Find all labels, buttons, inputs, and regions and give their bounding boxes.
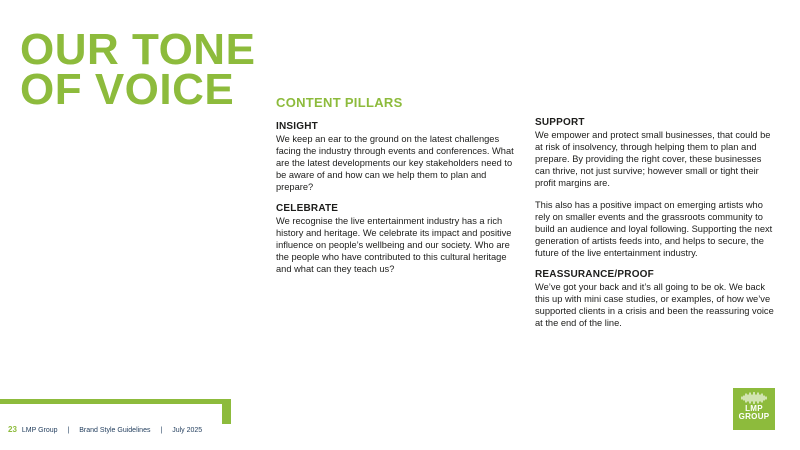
footer — [8, 425, 202, 434]
logo-line-2: GROUP — [738, 412, 770, 421]
support-extra-paragraph: This also has a positive impact on emerging artists who rely on smaller events and the grassroots community to build an audience and loyal following. Supporting the next generation of artists feeds into, and helps to secure, the future of the live entertainment industry. — [535, 200, 773, 258]
footer-separator-1: | — [67, 427, 70, 434]
page-number: 23 — [8, 425, 17, 434]
logo-wordmark — [733, 405, 775, 421]
soundwave-icon — [741, 392, 767, 404]
footer-document: Brand Style Guidelines — [79, 427, 151, 434]
page-title-line-2: OF VOICE — [20, 65, 235, 114]
insight-heading: INSIGHT — [276, 121, 318, 132]
footer-accent-bar — [0, 399, 231, 404]
celebrate-heading: CELEBRATE — [276, 203, 339, 214]
logo-line-1: LMP — [745, 404, 763, 413]
celebrate-section — [276, 203, 516, 275]
content-pillars-heading: CONTENT PILLARS — [276, 95, 403, 110]
reassurance-body: We’ve got your back and it’s all going to be ok. We back this up with mini case studies, or examples, of how we’ve supported clients in a crisis and been the reassuring voice at the end of the line. — [535, 282, 774, 328]
footer-separator-2: | — [160, 427, 163, 434]
page-title-line-1: OUR TONE — [20, 25, 256, 74]
lmp-group-logo — [733, 388, 775, 430]
right-column — [535, 117, 775, 339]
page-title — [20, 25, 256, 114]
footer-company: LMP Group — [21, 427, 58, 434]
insight-section — [276, 121, 516, 193]
celebrate-body: We recognise the live entertainment industry has a rich history and heritage. We celebrate its impact and positive influence on people’s wellbeing and our society. Who are the people who have contributed to this cultural heritage and what can they teach us? — [276, 216, 512, 274]
insight-body: We keep an ear to the ground on the latest challenges facing the industry through events and conferences. What are the latest developments our key stakeholders need to be aware of and how can we help them to plan and prepare? — [276, 134, 514, 192]
support-body: We empower and protect small businesses, that could be at risk of insolvency, through helping them to plan and prepare. By providing the right cover, these businesses can thrive, not just survive; however small or tight their profit margins are. — [535, 130, 771, 188]
reassurance-section — [535, 269, 775, 329]
footer-accent-corner — [222, 399, 231, 424]
support-section — [535, 117, 775, 189]
support-heading: SUPPORT — [535, 117, 585, 128]
left-column — [276, 121, 516, 285]
footer-date: July 2025 — [172, 427, 203, 434]
reassurance-heading: REASSURANCE/PROOF — [535, 269, 654, 280]
